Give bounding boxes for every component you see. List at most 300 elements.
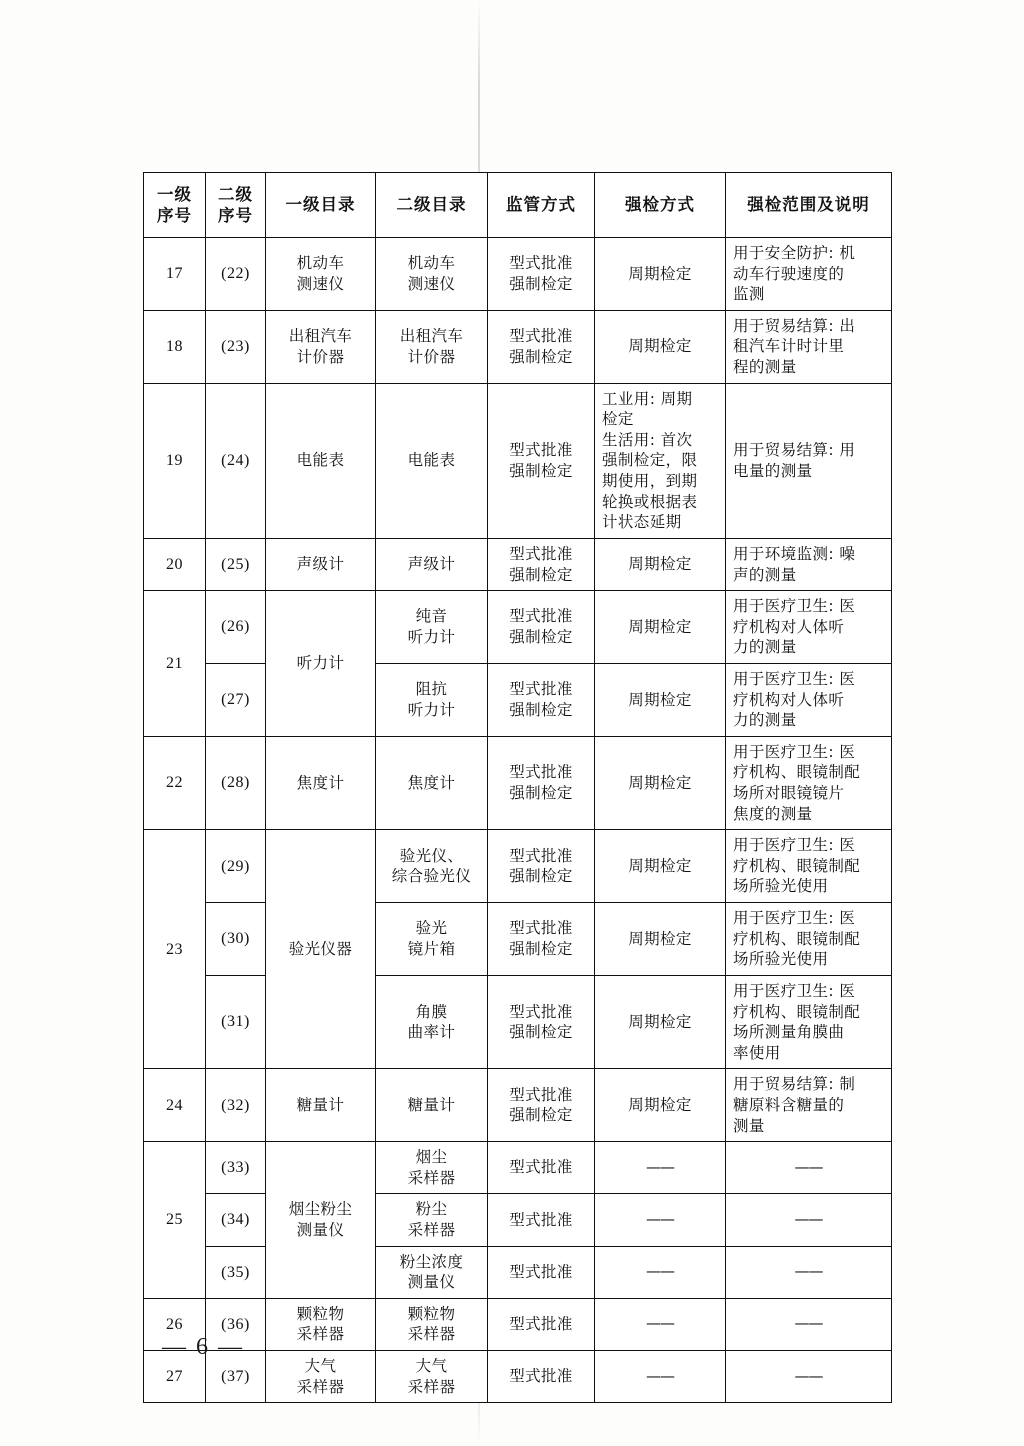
cell-level2-no-text — [206, 331, 265, 362]
cell-level2-no-text — [206, 1361, 265, 1392]
cell-verification-mode — [595, 1069, 726, 1142]
table-row — [144, 1246, 892, 1298]
cell-level2-no — [206, 310, 266, 383]
cell-scope-description — [726, 903, 892, 976]
cell-verification-mode-text — [595, 549, 725, 580]
text-line: 电量的测量 — [733, 461, 813, 480]
cell-supervision-mode — [488, 238, 595, 311]
text-line: 23 — [166, 940, 183, 958]
text-line: 用于医疗卫生: 医 — [733, 669, 856, 688]
text-line: (30) — [221, 930, 250, 948]
text-line: 测量仪 — [407, 1273, 456, 1292]
cell-level1-catalog-text — [266, 1299, 375, 1350]
text-line: 计状态延期 — [602, 513, 682, 532]
text-line: 声级计 — [407, 555, 456, 574]
cell-level1-catalog-text — [266, 445, 375, 476]
cell-level1-catalog — [266, 383, 376, 538]
cell-verification-mode — [595, 1351, 726, 1403]
cell-supervision-mode — [488, 830, 595, 903]
text-line: (34) — [221, 1211, 250, 1229]
text-line: 强制检定 — [509, 274, 573, 293]
cell-scope-description-text — [726, 1153, 891, 1183]
text-line: 出租汽车 — [288, 327, 353, 346]
cell-scope-description — [726, 975, 892, 1068]
cell-level2-no — [206, 1194, 266, 1246]
cell-level2-catalog-text — [376, 997, 487, 1048]
cell-level1-no-text — [144, 258, 205, 289]
cell-level1-no — [144, 1069, 206, 1142]
cell-level2-no — [206, 736, 266, 829]
cell-level1-catalog-text — [266, 1351, 375, 1402]
text-line: —— — [794, 1210, 823, 1229]
column-header-label — [206, 175, 265, 235]
cell-level1-no-text — [144, 331, 205, 362]
cell-level2-no — [206, 1246, 266, 1298]
cell-level2-no-text — [206, 1152, 265, 1183]
text-line: 期使用，到期 — [602, 472, 698, 491]
cell-level2-catalog — [376, 1351, 488, 1403]
text-line: 场所验光使用 — [733, 950, 829, 969]
table-row — [144, 238, 892, 311]
cell-level2-catalog — [376, 975, 488, 1068]
cell-level2-catalog — [376, 383, 488, 538]
text-line: (33) — [221, 1159, 250, 1177]
text-line: 强制检定 — [509, 347, 573, 366]
text-line: 二级 — [218, 184, 253, 204]
cell-supervision-mode — [488, 975, 595, 1068]
text-line: 综合验光仪 — [391, 867, 472, 886]
text-line: —— — [646, 1366, 674, 1385]
text-line: 序号 — [218, 206, 253, 225]
text-line: 采样器 — [296, 1325, 345, 1344]
cell-level1-catalog-text — [266, 248, 375, 299]
cell-level2-catalog-text — [376, 1299, 487, 1350]
cell-level2-no — [206, 1142, 266, 1194]
cell-level1-no — [144, 736, 206, 829]
text-line: 周期检定 — [628, 1095, 692, 1114]
text-line: 大气 — [415, 1357, 448, 1376]
cell-level2-catalog — [376, 830, 488, 903]
text-line: 用于安全防护: 机 — [733, 244, 856, 262]
text-line: 测速仪 — [296, 274, 345, 293]
cell-verification-mode-text — [595, 685, 725, 716]
column-header-5 — [488, 173, 595, 238]
cell-scope-description-text — [726, 435, 891, 486]
cell-scope-description-text — [726, 737, 891, 829]
cell-supervision-mode-text — [488, 841, 594, 892]
cell-level2-catalog-text — [376, 1142, 487, 1193]
cell-supervision-mode-text — [488, 601, 594, 652]
text-line: 轮换或根据表 — [602, 492, 698, 511]
text-line: 周期检定 — [628, 264, 692, 283]
table-body — [144, 238, 892, 1403]
text-line: 用于贸易结算: 制 — [733, 1075, 856, 1094]
text-line: 听力计 — [296, 654, 345, 673]
text-line: 机动车 — [407, 254, 456, 273]
text-line: (27) — [221, 691, 250, 709]
column-header-label — [376, 185, 487, 224]
text-line: 强制检定 — [509, 1106, 573, 1125]
text-line: 27 — [166, 1368, 183, 1385]
cell-level2-catalog — [376, 1069, 488, 1142]
cell-level2-catalog-text — [376, 549, 487, 580]
cell-level2-catalog — [376, 310, 488, 383]
cell-level1-no — [144, 310, 206, 383]
measuring-instrument-catalog-table — [143, 172, 892, 1403]
cell-verification-mode — [595, 975, 726, 1068]
cell-supervision-mode-text — [488, 1361, 594, 1392]
cell-scope-description-text — [726, 903, 891, 975]
text-line: 强制检定 — [509, 700, 573, 719]
text-line: 声级计 — [296, 555, 345, 574]
text-line: 用于医疗卫生: 医 — [733, 981, 856, 1000]
cell-scope-description — [726, 1298, 892, 1350]
text-line: 强制检定 — [509, 1023, 573, 1042]
cell-verification-mode-text — [595, 1205, 725, 1235]
text-line: 25 — [166, 1211, 183, 1229]
text-line: 用于医疗卫生: 医 — [733, 836, 856, 855]
cell-supervision-mode — [488, 310, 595, 383]
text-line: 型式批准 — [509, 1002, 573, 1021]
text-line: 用于贸易结算: 出 — [733, 316, 856, 335]
cell-scope-description-text — [726, 591, 891, 663]
cell-scope-description-text — [726, 664, 891, 736]
cell-level1-no-text — [144, 549, 205, 580]
cell-level1-no-text — [144, 1204, 205, 1235]
table-header-row — [144, 173, 892, 238]
cell-level1-no — [144, 1142, 206, 1299]
text-line: 力的测量 — [733, 638, 797, 657]
cell-level1-no — [144, 383, 206, 538]
text-line: 采样器 — [407, 1377, 456, 1396]
cell-verification-mode-text — [595, 1153, 725, 1183]
cell-level2-catalog-text — [376, 321, 487, 372]
cell-verification-mode — [595, 663, 726, 736]
cell-verification-mode-text — [595, 259, 725, 290]
cell-level2-no — [206, 538, 266, 590]
cell-level1-catalog-text — [266, 648, 375, 679]
text-line: 计价器 — [407, 347, 456, 366]
cell-level2-no-text — [206, 611, 265, 642]
table-row — [144, 591, 892, 664]
cell-supervision-mode-text — [488, 435, 594, 486]
cell-level2-catalog — [376, 1194, 488, 1246]
cell-level2-catalog-text — [376, 1351, 487, 1402]
cell-level1-catalog — [266, 1142, 376, 1299]
cell-scope-description-text — [726, 238, 891, 310]
text-line: 型式批准 — [509, 607, 573, 626]
text-line: 颗粒物 — [296, 1304, 345, 1323]
text-line: 采样器 — [407, 1220, 456, 1239]
cell-supervision-mode — [488, 1142, 595, 1194]
text-line: 测量仪 — [296, 1220, 345, 1239]
cell-level2-catalog — [376, 538, 488, 590]
page-number: — 6 — — [162, 1334, 244, 1360]
cell-level1-catalog — [266, 591, 376, 737]
text-line: 19 — [166, 452, 183, 470]
cell-level2-no — [206, 903, 266, 976]
cell-supervision-mode-text — [488, 321, 594, 372]
cell-supervision-mode-text — [488, 1080, 594, 1131]
text-line: 租汽车计时计里 — [733, 337, 845, 356]
cell-verification-mode — [595, 1298, 726, 1350]
cell-scope-description — [726, 736, 892, 829]
cell-supervision-mode-text — [488, 997, 594, 1048]
text-line: 周期检定 — [628, 555, 692, 574]
cell-level1-catalog — [266, 736, 376, 829]
column-header-label — [144, 175, 205, 235]
cell-level1-catalog-text — [266, 1090, 375, 1121]
cell-supervision-mode-text — [488, 1257, 594, 1288]
text-line: 监测 — [733, 285, 765, 304]
text-line: 周期检定 — [628, 773, 692, 792]
cell-scope-description-text — [726, 311, 891, 383]
cell-level1-no — [144, 238, 206, 311]
text-line: 强制检定 — [509, 867, 573, 886]
cell-level2-no-text — [206, 445, 265, 476]
text-line: —— — [794, 1262, 823, 1281]
cell-level1-no-text — [144, 445, 205, 476]
text-line: 用于环境监测: 噪 — [733, 544, 856, 563]
text-line: 采样器 — [296, 1377, 345, 1396]
text-line: (25) — [221, 555, 250, 573]
cell-supervision-mode-text — [488, 757, 594, 808]
text-line: 型式批准 — [509, 1262, 573, 1281]
cell-level1-no-text — [144, 934, 205, 965]
table-row — [144, 1194, 892, 1246]
cell-level1-catalog-text — [266, 321, 375, 372]
text-line: (24) — [221, 452, 250, 470]
text-line: 测量 — [733, 1116, 765, 1135]
text-line: 疗机构、眼镜制配 — [733, 856, 861, 875]
cell-scope-description-text — [726, 1362, 891, 1392]
cell-scope-description-text — [726, 976, 891, 1068]
cell-level1-catalog-text — [266, 1194, 375, 1245]
text-line: 机动车 — [296, 254, 345, 273]
cell-level2-no — [206, 663, 266, 736]
column-header-7 — [726, 173, 892, 238]
text-line: 验光仪器 — [288, 939, 353, 958]
text-line: (35) — [221, 1263, 250, 1281]
column-header-label — [595, 185, 725, 224]
cell-level2-catalog — [376, 238, 488, 311]
cell-scope-description — [726, 830, 892, 903]
cell-level1-no-text — [144, 1361, 205, 1392]
cell-supervision-mode — [488, 1351, 595, 1403]
cell-verification-mode-text — [595, 1362, 725, 1392]
text-line: 强检方式 — [625, 195, 695, 215]
cell-level1-catalog — [266, 1298, 376, 1350]
cell-supervision-mode — [488, 383, 595, 538]
cell-scope-description — [726, 1194, 892, 1246]
cell-verification-mode — [595, 1194, 726, 1246]
cell-verification-mode — [595, 903, 726, 976]
text-line: 序号 — [157, 206, 192, 225]
text-line: 18 — [166, 338, 183, 356]
text-line: 粉尘 — [415, 1200, 448, 1219]
cell-verification-mode — [595, 383, 726, 538]
cell-level2-no — [206, 591, 266, 664]
column-header-label — [488, 185, 594, 224]
text-line: 电能表 — [296, 451, 345, 470]
table-row — [144, 1069, 892, 1142]
text-line: 疗机构对人体听 — [733, 690, 845, 709]
cell-scope-description — [726, 1069, 892, 1142]
text-line: 型式批准 — [509, 327, 573, 346]
text-line: 一级 — [157, 184, 192, 204]
text-line: —— — [646, 1210, 674, 1229]
text-line: —— — [646, 1157, 674, 1176]
cell-level2-catalog-text — [376, 768, 487, 799]
text-line: 26 — [166, 1315, 183, 1333]
cell-level1-no-text — [144, 1090, 205, 1121]
text-line: 声的测量 — [733, 565, 797, 584]
cell-level2-catalog-text — [376, 674, 487, 725]
cell-supervision-mode — [488, 663, 595, 736]
text-line: 周期检定 — [628, 929, 692, 948]
text-line: 21 — [166, 654, 183, 672]
text-line: 动车行驶速度的 — [733, 264, 845, 283]
text-line: 场所测量角膜曲 — [733, 1023, 845, 1042]
cell-level2-no-text — [206, 1090, 265, 1121]
cell-supervision-mode-text — [488, 248, 594, 299]
cell-supervision-mode — [488, 1194, 595, 1246]
cell-supervision-mode — [488, 538, 595, 590]
text-line: (36) — [221, 1315, 250, 1333]
cell-level1-catalog — [266, 538, 376, 590]
cell-level2-catalog-text — [376, 841, 487, 892]
cell-level1-no — [144, 830, 206, 1069]
cell-level1-catalog — [266, 830, 376, 1069]
text-line: (31) — [221, 1013, 250, 1031]
cell-scope-description — [726, 538, 892, 590]
cell-level2-no-text — [206, 684, 265, 715]
text-line: 测速仪 — [407, 274, 456, 293]
text-line: 率使用 — [733, 1043, 781, 1062]
cell-verification-mode — [595, 538, 726, 590]
cell-level2-no-text — [206, 549, 265, 580]
text-line: 型式批准 — [509, 1158, 573, 1177]
text-line: 糖量计 — [296, 1095, 345, 1114]
cell-level1-catalog — [266, 238, 376, 311]
text-line: 强制检定 — [509, 461, 573, 480]
cell-level2-no — [206, 383, 266, 538]
cell-level2-no-text — [206, 258, 265, 289]
cell-scope-description — [726, 591, 892, 664]
text-line: 监管方式 — [506, 195, 576, 215]
cell-level1-catalog — [266, 310, 376, 383]
cell-scope-description — [726, 1142, 892, 1194]
text-line: —— — [646, 1314, 674, 1333]
cell-level2-catalog — [376, 1142, 488, 1194]
text-line: 烟尘 — [415, 1148, 448, 1167]
text-line: (28) — [221, 774, 250, 792]
cell-scope-description — [726, 383, 892, 538]
cell-scope-description — [726, 663, 892, 736]
table-row — [144, 383, 892, 538]
column-header-6 — [595, 173, 726, 238]
cell-level2-catalog — [376, 1298, 488, 1350]
cell-supervision-mode — [488, 1069, 595, 1142]
table-row — [144, 736, 892, 829]
cell-supervision-mode — [488, 591, 595, 664]
cell-supervision-mode-text — [488, 1152, 594, 1183]
text-line: 疗机构、眼镜制配 — [733, 929, 861, 948]
column-header-label — [266, 185, 375, 224]
text-line: 用于医疗卫生: 医 — [733, 742, 856, 761]
text-line: 型式批准 — [509, 1367, 573, 1386]
text-line: 用于贸易结算: 用 — [733, 441, 856, 460]
cell-level2-no — [206, 830, 266, 903]
cell-supervision-mode-text — [488, 674, 594, 725]
text-line: 检定 — [602, 410, 634, 429]
text-line: (37) — [221, 1368, 250, 1385]
cell-scope-description-text — [726, 1069, 891, 1141]
text-line: 生活用: 首次 — [602, 430, 693, 449]
text-line: 听力计 — [407, 628, 456, 647]
text-line: —— — [646, 1262, 674, 1281]
cell-supervision-mode — [488, 903, 595, 976]
text-line: 程的测量 — [733, 358, 797, 377]
text-line: 镜片箱 — [407, 939, 456, 958]
text-line: 周期检定 — [628, 690, 692, 709]
column-header-4 — [376, 173, 488, 238]
cell-level2-no-text — [206, 923, 265, 954]
cell-scope-description-text — [726, 539, 891, 590]
cell-verification-mode-text — [595, 384, 725, 538]
text-line: 验光 — [415, 919, 448, 938]
table-row — [144, 310, 892, 383]
cell-level2-no-text — [206, 767, 265, 798]
cell-verification-mode-text — [595, 612, 725, 643]
text-line: 强检范围及说明 — [747, 195, 870, 215]
text-line: 验光仪、 — [399, 846, 464, 865]
cell-verification-mode — [595, 1142, 726, 1194]
column-header-2 — [206, 173, 266, 238]
text-line: 型式批准 — [509, 254, 573, 273]
cell-supervision-mode-text — [488, 1309, 594, 1340]
text-line: 阻抗 — [415, 680, 448, 699]
text-line: 22 — [166, 774, 183, 792]
cell-level1-catalog-text — [266, 768, 375, 799]
table-row — [144, 663, 892, 736]
cell-level2-catalog-text — [376, 913, 487, 964]
text-line: 疗机构、眼镜制配 — [733, 763, 861, 782]
cell-level2-no-text — [206, 1006, 265, 1037]
table-row — [144, 830, 892, 903]
column-header-1 — [144, 173, 206, 238]
text-line: (32) — [221, 1096, 250, 1114]
text-line: 曲率计 — [407, 1023, 456, 1042]
text-line: —— — [794, 1366, 823, 1385]
text-line: 周期检定 — [628, 1012, 692, 1031]
text-line: 一级目录 — [285, 195, 356, 215]
cell-level2-catalog-text — [376, 601, 487, 652]
cell-verification-mode-text — [595, 1257, 725, 1287]
cell-level2-catalog-text — [376, 1247, 487, 1298]
text-line: 角膜 — [415, 1002, 448, 1021]
text-line: 采样器 — [407, 1325, 456, 1344]
cell-level2-catalog — [376, 903, 488, 976]
text-line: 粉尘浓度 — [399, 1252, 464, 1271]
cell-verification-mode-text — [595, 924, 725, 955]
cell-verification-mode-text — [595, 851, 725, 882]
cell-level2-no — [206, 238, 266, 311]
text-line: 大气 — [304, 1357, 337, 1376]
cell-supervision-mode-text — [488, 913, 594, 964]
cell-level2-catalog — [376, 591, 488, 664]
table-row — [144, 903, 892, 976]
